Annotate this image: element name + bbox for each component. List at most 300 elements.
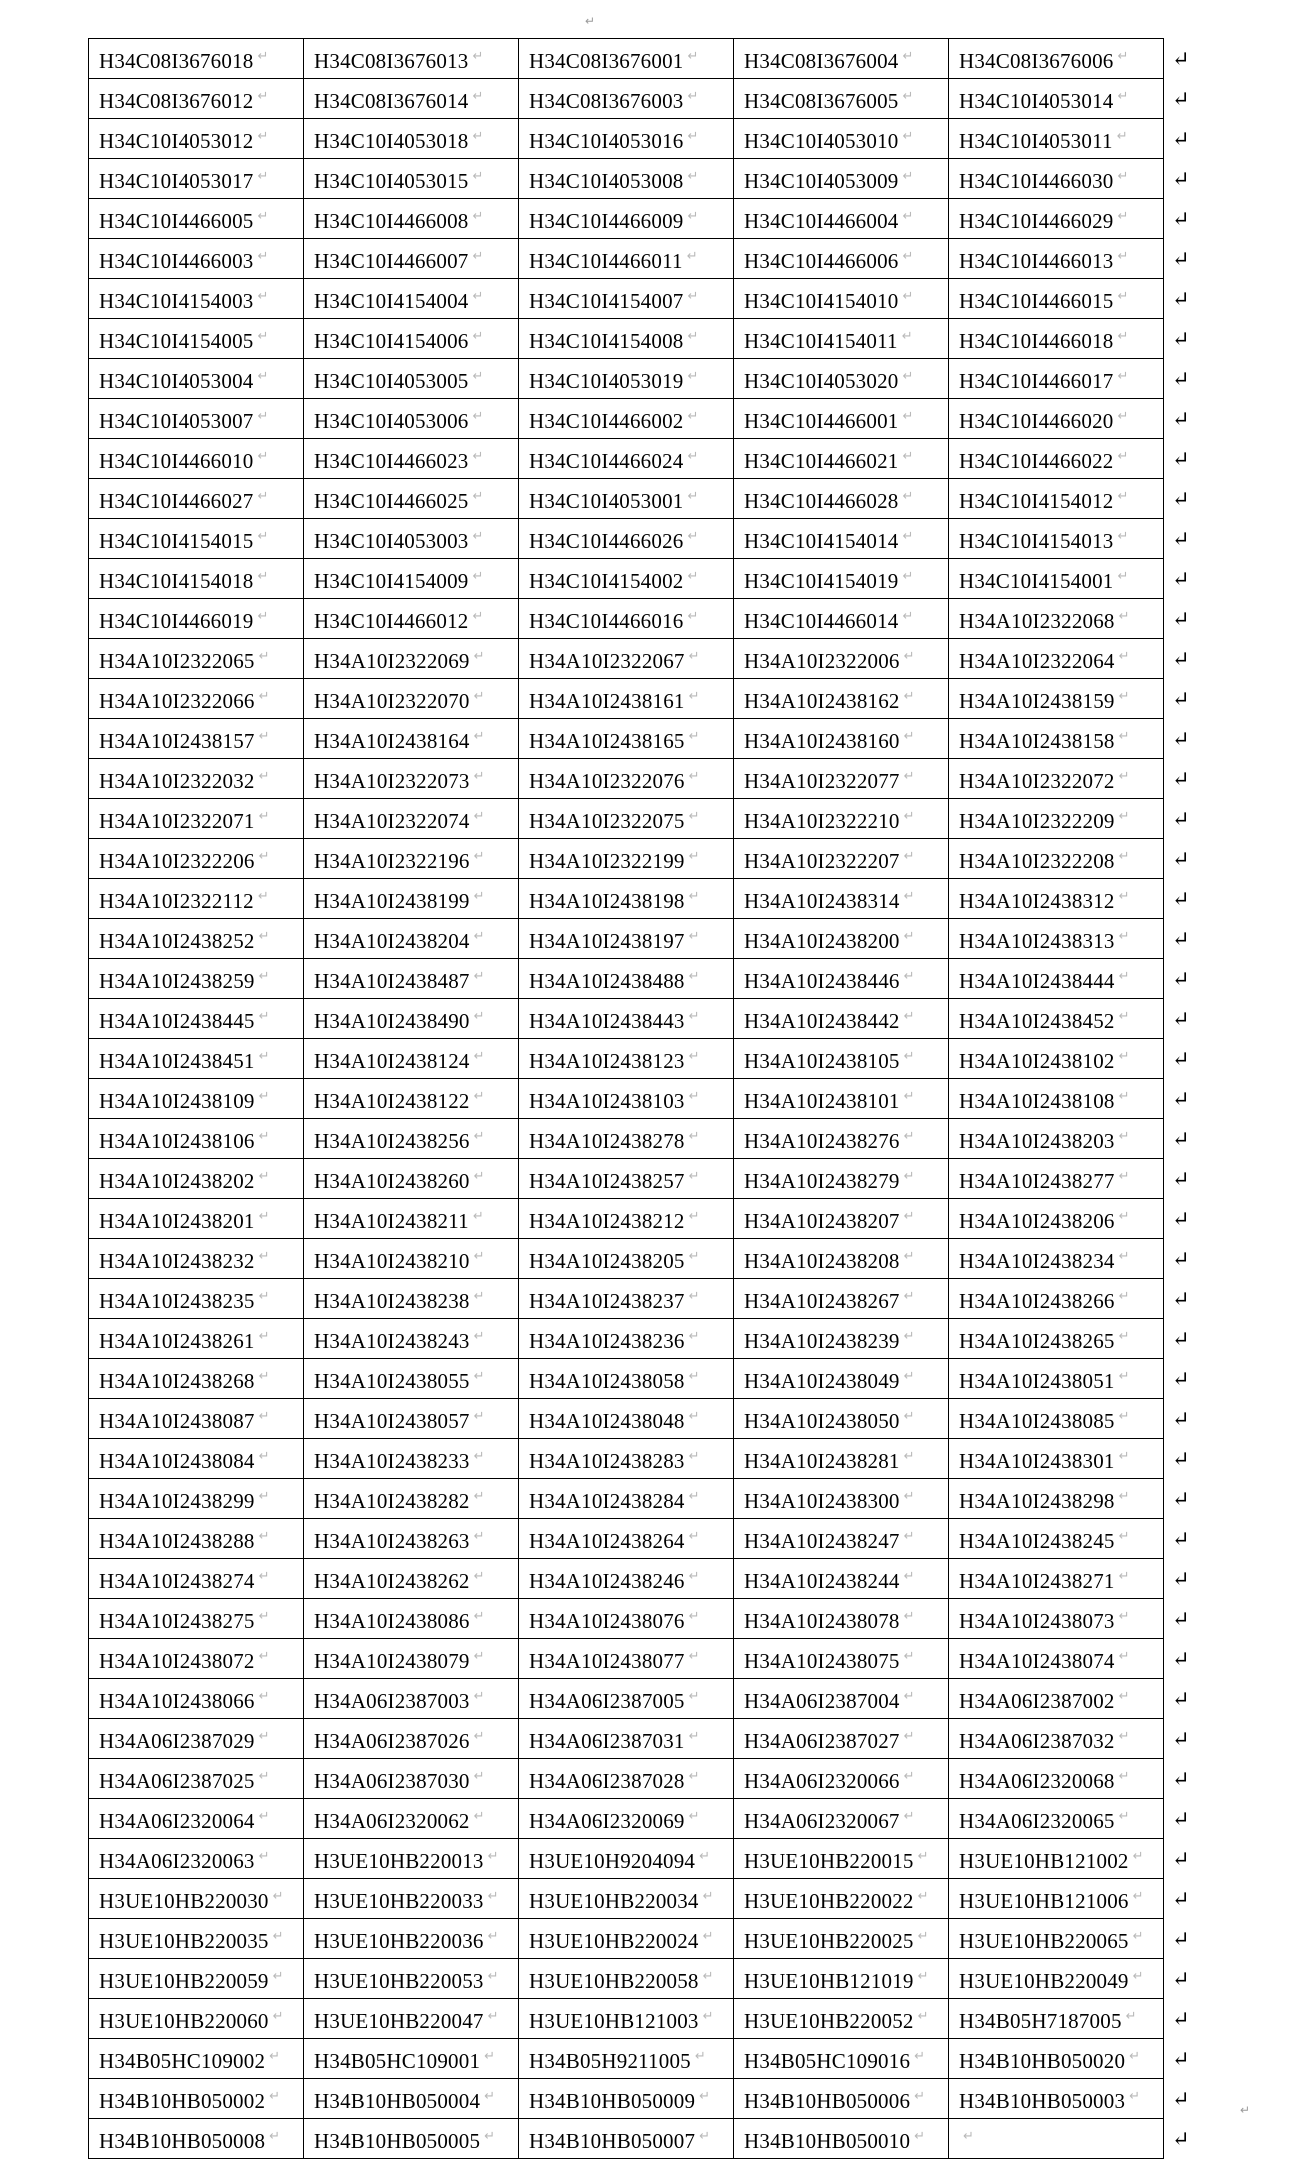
top-paragraph-mark: ↵ [585, 14, 596, 28]
code-text: H34A10I2438048 [529, 1409, 685, 1433]
table-cell [304, 1879, 519, 1919]
cell-paragraph-mark: ↵ [487, 1968, 499, 1983]
cell-paragraph-mark: ↵ [1117, 168, 1129, 183]
code-text: H34A10I2322071 [99, 809, 255, 833]
table-cell [949, 1159, 1164, 1199]
code-text: H34A10I2322006 [744, 649, 900, 673]
cell-paragraph-mark: ↵ [258, 648, 270, 663]
table-cell [519, 599, 734, 639]
cell-paragraph-mark: ↵ [688, 1408, 700, 1423]
row-end-mark: ↵ [1172, 1926, 1190, 1951]
code-text: H34C10I4053006 [314, 409, 469, 433]
cell-paragraph-mark: ↵ [258, 1368, 270, 1383]
table-row [89, 1079, 1217, 1119]
cell-paragraph-mark: ↵ [258, 1848, 270, 1863]
code-text: H34A10I2438268 [99, 1369, 255, 1393]
code-text: H34C10I4154007 [529, 289, 684, 313]
table-row [89, 919, 1217, 959]
code-text: H3UE10HB220015 [744, 1849, 914, 1873]
code-text: H34B10HB050005 [314, 2129, 481, 2153]
code-text: H34A10I2438210 [314, 1249, 470, 1273]
cell-paragraph-mark: ↵ [272, 2008, 284, 2023]
cell-paragraph-mark: ↵ [687, 408, 699, 423]
code-text: H34C08I3676014 [314, 89, 469, 113]
cell-paragraph-mark: ↵ [257, 88, 269, 103]
table-cell [949, 759, 1164, 799]
table-cell [734, 319, 949, 359]
code-text: H34C10I4466023 [314, 449, 469, 473]
code-text: H34A06I2387032 [959, 1729, 1115, 1753]
code-text: H34A10I2438300 [744, 1489, 900, 1513]
table-cell [734, 799, 949, 839]
code-text: H34C10I4466019 [99, 609, 254, 633]
code-text: H34A06I2387025 [99, 1769, 255, 1793]
table-cell [949, 1679, 1164, 1719]
table-cell [89, 959, 304, 999]
table-cell [89, 679, 304, 719]
cell-paragraph-mark: ↵ [1117, 568, 1129, 583]
code-text: H3UE10HB220034 [529, 1889, 699, 1913]
table-cell [89, 919, 304, 959]
cell-paragraph-mark: ↵ [688, 1568, 700, 1583]
row-end-mark: ↵ [1172, 46, 1190, 71]
code-text: H34A10I2438299 [99, 1489, 255, 1513]
code-text: H34A10I2438261 [99, 1329, 255, 1353]
cell-paragraph-mark: ↵ [487, 1888, 499, 1903]
cell-paragraph-mark: ↵ [688, 1288, 700, 1303]
cell-paragraph-mark: ↵ [258, 1488, 270, 1503]
table-cell [949, 799, 1164, 839]
code-text: H34A10I2438445 [99, 1009, 255, 1033]
row-end-mark: ↵ [1172, 1606, 1190, 1631]
code-text: H34C10I4053012 [99, 129, 254, 153]
table-cell [519, 839, 734, 879]
code-text: H34C10I4466027 [99, 489, 254, 513]
cell-paragraph-mark: ↵ [269, 2088, 281, 2103]
code-text: H3UE10HB220047 [314, 2009, 484, 2033]
table-cell [734, 1079, 949, 1119]
code-text: H34C08I3676012 [99, 89, 254, 113]
code-text: H34A10I2438260 [314, 1169, 470, 1193]
table-cell [734, 1039, 949, 1079]
table-cell [734, 679, 949, 719]
table-cell [519, 1559, 734, 1599]
table-cell [949, 39, 1164, 79]
code-text: H34C10I4154002 [529, 569, 684, 593]
cell-paragraph-mark: ↵ [687, 208, 699, 223]
code-text: H34A10I2438085 [959, 1409, 1115, 1433]
code-text: H34A10I2438205 [529, 1249, 685, 1273]
table-cell [304, 2079, 519, 2119]
cell-paragraph-mark: ↵ [473, 728, 485, 743]
table-cell [949, 1319, 1164, 1359]
code-table [88, 38, 1217, 2159]
cell-paragraph-mark: ↵ [1118, 1168, 1130, 1183]
table-cell [519, 1959, 734, 1999]
row-end-mark: ↵ [1172, 206, 1190, 231]
code-text: H3UE10HB220033 [314, 1889, 484, 1913]
table-cell [89, 1999, 304, 2039]
cell-paragraph-mark: ↵ [472, 528, 484, 543]
cell-paragraph-mark: ↵ [473, 1128, 485, 1143]
cell-paragraph-mark: ↵ [688, 1328, 700, 1343]
code-text: H34A10I2322074 [314, 809, 470, 833]
cell-paragraph-mark: ↵ [258, 1768, 270, 1783]
row-end-mark: ↵ [1172, 1046, 1190, 1071]
code-text: H3UE10HB220049 [959, 1969, 1129, 1993]
row-end-mark: ↵ [1172, 1846, 1190, 1871]
code-text: H34A10I2438102 [959, 1049, 1115, 1073]
code-text: H34A10I2322064 [959, 649, 1115, 673]
row-end-mark: ↵ [1172, 526, 1190, 551]
table-cell [304, 1919, 519, 1959]
table-cell [734, 1839, 949, 1879]
code-text: H34C10I4053016 [529, 129, 684, 153]
cell-paragraph-mark: ↵ [688, 1448, 700, 1463]
cell-paragraph-mark: ↵ [914, 2048, 926, 2063]
table-cell [519, 79, 734, 119]
code-text: H34A10I2322073 [314, 769, 470, 793]
table-cell [734, 1639, 949, 1679]
table-cell [519, 1479, 734, 1519]
code-text: H34C10I4053020 [744, 369, 899, 393]
table-row [89, 399, 1217, 439]
cell-paragraph-mark: ↵ [688, 1488, 700, 1503]
table-row [89, 479, 1217, 519]
table-cell [734, 959, 949, 999]
code-text: H34C08I3676003 [529, 89, 684, 113]
table-cell [949, 1439, 1164, 1479]
cell-paragraph-mark: ↵ [901, 328, 913, 343]
table-cell [89, 759, 304, 799]
code-text: H34C10I4154004 [314, 289, 469, 313]
cell-paragraph-mark: ↵ [688, 648, 700, 663]
code-text: H34C08I3676018 [99, 49, 254, 73]
code-text: H34C10I4466014 [744, 609, 899, 633]
table-cell [304, 759, 519, 799]
table-cell [519, 279, 734, 319]
table-cell [519, 1759, 734, 1799]
table-cell [519, 319, 734, 359]
table-cell [519, 1439, 734, 1479]
row-end-mark: ↵ [1172, 286, 1190, 311]
code-text: H34A10I2438265 [959, 1329, 1115, 1353]
table-row [89, 999, 1217, 1039]
cell-paragraph-mark: ↵ [903, 1008, 915, 1023]
code-text: H34C10I4053019 [529, 369, 684, 393]
cell-paragraph-mark: ↵ [917, 2008, 929, 2023]
code-text: H34A10I2438259 [99, 969, 255, 993]
cell-paragraph-mark: ↵ [473, 1008, 485, 1023]
cell-paragraph-mark: ↵ [473, 1368, 485, 1383]
table-cell [89, 599, 304, 639]
table-cell [949, 959, 1164, 999]
cell-paragraph-mark: ↵ [472, 488, 484, 503]
code-text: H34C10I4053014 [959, 89, 1114, 113]
code-text: H34B05H7187005 [959, 2009, 1122, 2033]
table-cell [519, 719, 734, 759]
code-text: H3UE10HB220058 [529, 1969, 699, 1993]
cell-paragraph-mark: ↵ [1118, 888, 1130, 903]
cell-paragraph-mark: ↵ [1118, 1328, 1130, 1343]
row-end-mark: ↵ [1172, 1286, 1190, 1311]
cell-paragraph-mark: ↵ [688, 1768, 700, 1783]
cell-paragraph-mark: ↵ [963, 2128, 975, 2143]
cell-paragraph-mark: ↵ [472, 408, 484, 423]
code-text: H34C10I4466006 [744, 249, 899, 273]
cell-paragraph-mark: ↵ [688, 1128, 700, 1143]
code-text: H34A10I2438164 [314, 729, 470, 753]
row-end-mark: ↵ [1172, 1526, 1190, 1551]
code-text: H34A10I2438086 [314, 1609, 470, 1633]
table-cell [89, 999, 304, 1039]
cell-paragraph-mark: ↵ [472, 88, 484, 103]
cell-paragraph-mark: ↵ [903, 1808, 915, 1823]
table-cell [304, 1239, 519, 1279]
cell-paragraph-mark: ↵ [257, 888, 269, 903]
table-cell [304, 1319, 519, 1359]
row-end-mark: ↵ [1172, 1326, 1190, 1351]
code-text: H3UE10HB121006 [959, 1889, 1129, 1913]
code-text: H34B10HB050010 [744, 2129, 911, 2153]
code-text: H3UE10HB121003 [529, 2009, 699, 2033]
table-cell [89, 1039, 304, 1079]
table-cell [304, 1639, 519, 1679]
table-row [89, 1119, 1217, 1159]
table-cell [949, 1839, 1164, 1879]
code-text: H34A10I2322067 [529, 649, 685, 673]
cell-paragraph-mark: ↵ [688, 928, 700, 943]
code-text: H34A10I2438159 [959, 689, 1115, 713]
table-row [89, 319, 1217, 359]
cell-paragraph-mark: ↵ [687, 528, 699, 543]
cell-paragraph-mark: ↵ [903, 648, 915, 663]
cell-paragraph-mark: ↵ [1118, 1248, 1130, 1263]
row-end-mark: ↵ [1172, 1686, 1190, 1711]
code-text: H34A10I2438451 [99, 1049, 255, 1073]
code-text: H34A10I2322065 [99, 649, 255, 673]
table-row [89, 159, 1217, 199]
cell-paragraph-mark: ↵ [258, 1088, 270, 1103]
code-text: H34A10I2438247 [744, 1529, 900, 1553]
cell-paragraph-mark: ↵ [473, 1808, 485, 1823]
cell-paragraph-mark: ↵ [903, 1648, 915, 1663]
cell-paragraph-mark: ↵ [902, 448, 914, 463]
table-cell [519, 439, 734, 479]
code-text: H34A10I2438282 [314, 1489, 470, 1513]
code-text: H34C10I4466016 [529, 609, 684, 633]
table-cell [89, 719, 304, 759]
cell-paragraph-mark: ↵ [258, 1728, 270, 1743]
table-cell [734, 119, 949, 159]
code-text: H34C10I4154015 [99, 529, 254, 553]
code-text: H34A10I2438257 [529, 1169, 685, 1193]
cell-paragraph-mark: ↵ [688, 728, 700, 743]
cell-paragraph-mark: ↵ [902, 48, 914, 63]
cell-paragraph-mark: ↵ [473, 648, 485, 663]
table-cell [949, 239, 1164, 279]
cell-paragraph-mark: ↵ [258, 1408, 270, 1423]
table-cell [89, 1159, 304, 1199]
code-text: H3UE10HB220035 [99, 1929, 269, 1953]
table-cell [734, 519, 949, 559]
cell-paragraph-mark: ↵ [258, 928, 270, 943]
cell-paragraph-mark: ↵ [257, 128, 269, 143]
row-end-mark: ↵ [1172, 926, 1190, 951]
table-cell [89, 1719, 304, 1759]
table-cell [304, 1039, 519, 1079]
code-text: H34C10I4053018 [314, 129, 469, 153]
code-text: H34A10I2438108 [959, 1089, 1115, 1113]
table-cell [949, 119, 1164, 159]
cell-paragraph-mark: ↵ [258, 688, 270, 703]
cell-paragraph-mark: ↵ [257, 248, 269, 263]
cell-paragraph-mark: ↵ [917, 1968, 929, 1983]
table-cell [519, 519, 734, 559]
table-cell [734, 1319, 949, 1359]
table-cell [304, 1279, 519, 1319]
table-cell [734, 1119, 949, 1159]
cell-paragraph-mark: ↵ [258, 848, 270, 863]
code-text: H34B05HC109001 [314, 2049, 481, 2073]
table-cell [734, 759, 949, 799]
table-cell [734, 999, 949, 1039]
table-cell [734, 639, 949, 679]
cell-paragraph-mark: ↵ [702, 1928, 714, 1943]
cell-paragraph-mark: ↵ [903, 688, 915, 703]
row-end-mark: ↵ [1172, 846, 1190, 871]
code-text: H34A10I2438271 [959, 1569, 1115, 1593]
cell-paragraph-mark: ↵ [1117, 48, 1129, 63]
code-text: H34A10I2438239 [744, 1329, 900, 1353]
table-row [89, 1999, 1217, 2039]
code-text: H34A10I2438237 [529, 1289, 685, 1313]
table-cell [949, 599, 1164, 639]
table-cell [304, 359, 519, 399]
code-text: H34C10I4466020 [959, 409, 1114, 433]
code-text: H34A10I2438283 [529, 1449, 685, 1473]
code-table-body [89, 39, 1217, 2159]
cell-paragraph-mark: ↵ [903, 1568, 915, 1583]
table-cell [89, 1479, 304, 1519]
cell-paragraph-mark: ↵ [1117, 488, 1129, 503]
table-row [89, 959, 1217, 999]
table-cell [949, 999, 1164, 1039]
table-row [89, 2119, 1217, 2159]
cell-paragraph-mark: ↵ [257, 448, 269, 463]
code-text: H34A10I2438087 [99, 1409, 255, 1433]
code-text: H34B10HB050003 [959, 2089, 1126, 2113]
row-end-mark: ↵ [1172, 1206, 1190, 1231]
code-text: H34C10I4154011 [744, 329, 898, 353]
table-cell [734, 1759, 949, 1799]
cell-paragraph-mark: ↵ [473, 928, 485, 943]
code-text: H34A10I2438266 [959, 1289, 1115, 1313]
row-end-mark: ↵ [1172, 1646, 1190, 1671]
table-cell [304, 799, 519, 839]
cell-paragraph-mark: ↵ [258, 1448, 270, 1463]
table-cell [519, 1079, 734, 1119]
code-text: H34A10I2438234 [959, 1249, 1115, 1273]
code-text: H34A10I2322075 [529, 809, 685, 833]
cell-paragraph-mark: ↵ [1129, 2048, 1141, 2063]
cell-paragraph-mark: ↵ [903, 888, 915, 903]
code-text: H34A10I2438161 [529, 689, 685, 713]
table-cell [89, 199, 304, 239]
row-end-mark: ↵ [1172, 406, 1190, 431]
table-cell [304, 599, 519, 639]
cell-paragraph-mark: ↵ [1118, 1368, 1130, 1383]
cell-paragraph-mark: ↵ [258, 808, 270, 823]
code-text: H34A06I2387028 [529, 1769, 685, 1793]
table-cell [89, 1639, 304, 1679]
code-text: H34C10I4154010 [744, 289, 899, 313]
table-row [89, 439, 1217, 479]
table-cell [304, 1079, 519, 1119]
cell-paragraph-mark: ↵ [472, 168, 484, 183]
cell-paragraph-mark: ↵ [688, 1608, 700, 1623]
table-cell [734, 719, 949, 759]
code-text: H34A10I2438075 [744, 1649, 900, 1673]
table-cell [304, 1359, 519, 1399]
code-text: H34A10I2438204 [314, 929, 470, 953]
table-cell [734, 279, 949, 319]
table-cell [89, 2079, 304, 2119]
cell-paragraph-mark: ↵ [1117, 328, 1129, 343]
table-cell [304, 559, 519, 599]
table-row [89, 1039, 1217, 1079]
row-end-mark: ↵ [1172, 1966, 1190, 1991]
table-cell [734, 559, 949, 599]
cell-paragraph-mark: ↵ [903, 1528, 915, 1543]
table-cell [304, 1679, 519, 1719]
code-text: H34A10I2438267 [744, 1289, 900, 1313]
cell-paragraph-mark: ↵ [1117, 368, 1129, 383]
code-text: H34A10I2438246 [529, 1569, 685, 1593]
cell-paragraph-mark: ↵ [902, 168, 914, 183]
table-row [89, 1159, 1217, 1199]
table-cell [734, 1359, 949, 1399]
cell-paragraph-mark: ↵ [1118, 1768, 1130, 1783]
cell-paragraph-mark: ↵ [903, 1208, 915, 1223]
cell-paragraph-mark: ↵ [1118, 1688, 1130, 1703]
table-cell [734, 199, 949, 239]
cell-paragraph-mark: ↵ [688, 1648, 700, 1663]
cell-paragraph-mark: ↵ [903, 1688, 915, 1703]
table-cell [949, 559, 1164, 599]
code-text: H34A10I2438050 [744, 1409, 900, 1433]
table-cell [304, 239, 519, 279]
cell-paragraph-mark: ↵ [1117, 288, 1129, 303]
table-cell [89, 1519, 304, 1559]
table-cell [949, 1919, 1164, 1959]
table-row [89, 679, 1217, 719]
table-cell [734, 1519, 949, 1559]
table-cell [519, 2119, 734, 2159]
table-cell [949, 1039, 1164, 1079]
cell-paragraph-mark: ↵ [1118, 1448, 1130, 1463]
cell-paragraph-mark: ↵ [257, 408, 269, 423]
cell-paragraph-mark: ↵ [903, 1168, 915, 1183]
row-end-mark: ↵ [1172, 1006, 1190, 1031]
code-text: H3UE10HB220060 [99, 2009, 269, 2033]
cell-paragraph-mark: ↵ [472, 48, 484, 63]
cell-paragraph-mark: ↵ [688, 1208, 700, 1223]
cell-paragraph-mark: ↵ [902, 248, 914, 263]
table-cell [89, 1079, 304, 1119]
code-text: H34C08I3676006 [959, 49, 1114, 73]
code-text: H3UE10HB121019 [744, 1969, 914, 1993]
